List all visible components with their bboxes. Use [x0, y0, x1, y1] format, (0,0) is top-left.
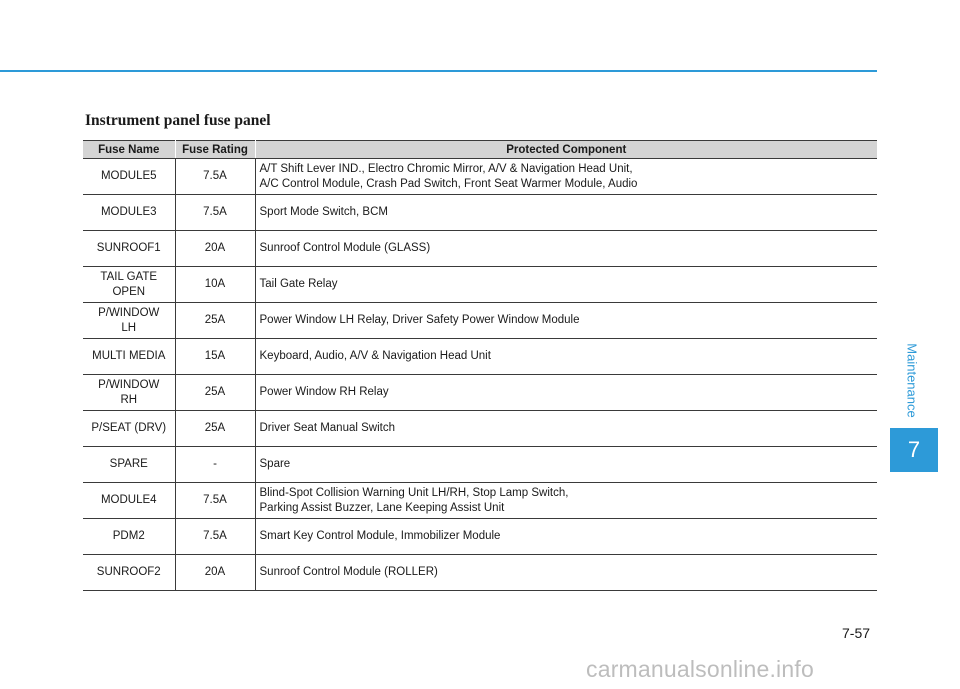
fuse-rating: 10A [175, 267, 255, 303]
protected-component: Power Window RH Relay [255, 375, 877, 411]
protected-component: Driver Seat Manual Switch [255, 411, 877, 447]
fuse-name: PDM2 [83, 519, 175, 555]
fuse-name: MODULE4 [83, 483, 175, 519]
fuse-name: P/SEAT (DRV) [83, 411, 175, 447]
protected-component: Spare [255, 447, 877, 483]
table-row [83, 231, 877, 267]
chapter-tab: 7 [890, 428, 938, 472]
fuse-name: TAIL GATE OPEN [83, 267, 175, 303]
header-protected-component: Protected Component [255, 141, 877, 159]
top-rule [0, 70, 877, 72]
fuse-rating: 20A [175, 231, 255, 267]
table-header-row [83, 141, 877, 159]
protected-component: Sunroof Control Module (ROLLER) [255, 555, 877, 591]
table-row [83, 519, 877, 555]
table-row [83, 159, 877, 195]
fuse-name: MODULE5 [83, 159, 175, 195]
fuse-name: P/WINDOW LH [83, 303, 175, 339]
table-row [83, 339, 877, 375]
side-tab-label [897, 340, 927, 420]
table-row [83, 447, 877, 483]
protected-component: Sport Mode Switch, BCM [255, 195, 877, 231]
fuse-rating: 25A [175, 375, 255, 411]
fuse-name: MODULE3 [83, 195, 175, 231]
fuse-rating: 20A [175, 555, 255, 591]
fuse-rating: 7.5A [175, 159, 255, 195]
protected-component: Smart Key Control Module, Immobilizer Module [255, 519, 877, 555]
section-title: Instrument panel fuse panel [85, 112, 271, 129]
fuse-name: MULTI MEDIA [83, 339, 175, 375]
watermark: carmanualsonline.info [586, 656, 814, 682]
fuse-rating: 7.5A [175, 519, 255, 555]
table-row [83, 483, 877, 519]
fuse-rating: 7.5A [175, 483, 255, 519]
protected-component: Keyboard, Audio, A/V & Navigation Head Unit [255, 339, 877, 375]
page-number: 7-57 [842, 625, 871, 641]
fuse-name: SUNROOF1 [83, 231, 175, 267]
fuse-name: SPARE [83, 447, 175, 483]
header-fuse-rating: Fuse Rating [175, 141, 255, 159]
protected-component: A/T Shift Lever IND., Electro Chromic Mirror, A/V & Navigation Head Unit, A/C Control Module, Crash Pad Switch, Front Seat Warmer Module, Audio [255, 159, 877, 195]
table-row [83, 375, 877, 411]
table-row [83, 411, 877, 447]
table-row [83, 195, 877, 231]
fuse-name: P/WINDOW RH [83, 375, 175, 411]
fuse-rating: 25A [175, 303, 255, 339]
fuse-name: SUNROOF2 [83, 555, 175, 591]
table-row [83, 303, 877, 339]
protected-component: Tail Gate Relay [255, 267, 877, 303]
fuse-rating: - [175, 447, 255, 483]
protected-component: Sunroof Control Module (GLASS) [255, 231, 877, 267]
table-row [83, 267, 877, 303]
header-fuse-name: Fuse Name [83, 141, 175, 159]
fuse-table [83, 140, 877, 591]
side-tab-label-text: Maintenance [904, 342, 920, 418]
fuse-rating: 15A [175, 339, 255, 375]
fuse-rating: 7.5A [175, 195, 255, 231]
table-row [83, 555, 877, 591]
fuse-rating: 25A [175, 411, 255, 447]
protected-component: Power Window LH Relay, Driver Safety Power Window Module [255, 303, 877, 339]
protected-component: Blind-Spot Collision Warning Unit LH/RH, Stop Lamp Switch, Parking Assist Buzzer, Lane Keeping Assist Unit [255, 483, 877, 519]
